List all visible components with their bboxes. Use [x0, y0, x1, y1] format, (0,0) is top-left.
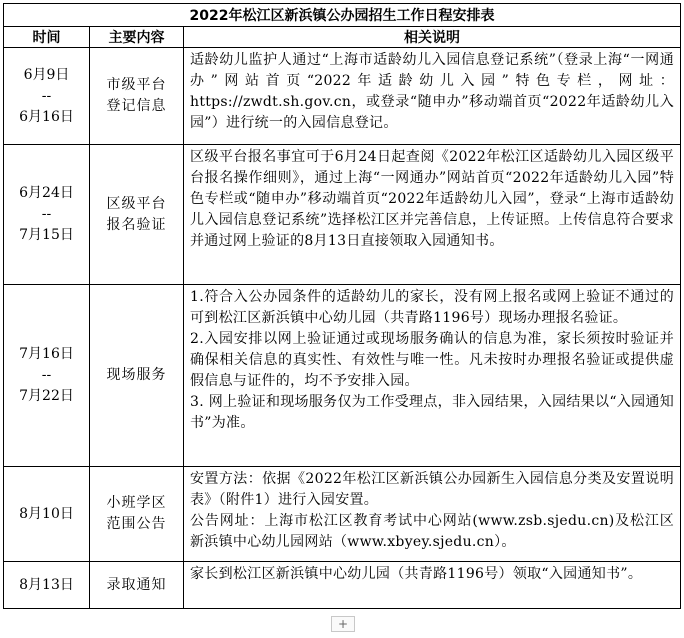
content-cell — [90, 562, 184, 609]
description-paragraph: 安置方法：依据《2022年松江区新浜镇公办园新生入园信息分类及安置说明表》（附件1）进行入园安置。 — [190, 471, 675, 508]
table-title: 2022年松江区新浜镇公办园招生工作日程安排表 — [4, 4, 681, 27]
time-end: 7月22日 — [19, 388, 74, 404]
time-dash: -- — [41, 87, 52, 104]
header-content: 主要内容 — [90, 27, 184, 48]
content-line-1: 区级平台 — [106, 195, 167, 212]
content-cell — [90, 467, 184, 562]
header-row — [4, 27, 681, 48]
time-cell — [4, 467, 90, 562]
time-start: 8月13日 — [19, 576, 74, 593]
time-start: 6月9日 — [23, 66, 70, 83]
description-cell — [184, 467, 681, 562]
description-cell — [184, 48, 681, 145]
schedule-table-container — [3, 3, 680, 609]
time-cell — [4, 48, 90, 145]
content-line-1: 现场服务 — [106, 367, 167, 383]
description-paragraph: 区级平台报名事宜可于6月24日起查阅《2022年松江区适龄幼儿入园区级平台报名操作细则》，通过上海“一网通办”网站首页“2022年适龄幼儿入园”特色专栏或“随申办”移动端首页“2022年适龄幼儿入园”，登录“上海市适龄幼儿入园信息登记系统”选择松江区并完善信息，上传证照。上传信息符合要求并通过网上验证的8月13日直接领取入园通知书。 — [190, 149, 675, 249]
content-line-2: 范围公告 — [106, 516, 167, 532]
content-cell — [90, 48, 184, 145]
header-description: 相关说明 — [184, 27, 681, 48]
time-start: 8月10日 — [19, 505, 74, 522]
description-paragraph: 公告网址：上海市松江区教育考试中心网站(www.zsb.sjedu.cn)及松江区新浜镇中心幼儿园网站（www.xbyey.sjedu.cn）。 — [190, 513, 675, 550]
description-paragraph: 2.入园安排以网上验证通过或现场服务确认的信息为准，家长须按时验证并确保相关信息的真实性、有效性与唯一性。凡未按时办理报名验证或提供虚假信息与证件的，均不予安排入园。 — [190, 331, 675, 389]
table-row — [4, 285, 681, 467]
description-paragraph: 1.符合入公办园条件的适龄幼儿的家长，没有网上报名或网上验证不通过的可到松江区新浜镇中心幼儿园（共青路1196号）现场办理报名验证。 — [190, 289, 675, 326]
table-row — [4, 48, 681, 145]
table-row — [4, 562, 681, 609]
description-paragraph: 适龄幼儿监护人通过“上海市适龄幼儿入园信息登记系统”（登录上海“一网通办”网站首页“2022年适龄幼儿入园”特色专栏，网址：https://zwdt.sh.gov.cn，或登录“随申办”移动端首页“2022年适龄幼儿入园”）进行统一的入园信息登记。 — [190, 52, 675, 131]
add-row-button[interactable]: + — [331, 616, 355, 632]
time-cell — [4, 562, 90, 609]
content-cell — [90, 285, 184, 467]
description-paragraph: 家长到松江区新浜镇中心幼儿园（共青路1196号）领取“入园通知书”。 — [190, 566, 643, 582]
content-line-2: 登记信息 — [106, 98, 167, 114]
content-line-2: 报名验证 — [106, 216, 167, 233]
content-line-1: 录取通知 — [106, 576, 167, 593]
time-dash: -- — [41, 206, 52, 222]
description-cell — [184, 145, 681, 285]
content-cell — [90, 145, 184, 285]
description-cell — [184, 285, 681, 467]
content-line-1: 市级平台 — [106, 77, 167, 93]
description-paragraph: 3. 网上验证和现场服务仅为工作受理点，非入园结果，入园结果以“入园通知书”为准。 — [190, 394, 675, 431]
schedule-table — [3, 3, 681, 609]
table-row — [4, 467, 681, 562]
time-dash: -- — [41, 367, 52, 383]
time-start: 6月24日 — [19, 185, 74, 201]
time-cell — [4, 145, 90, 285]
description-cell — [184, 562, 681, 609]
time-start: 7月16日 — [19, 346, 74, 362]
table-row — [4, 145, 681, 285]
time-end: 6月16日 — [19, 108, 74, 125]
content-line-1: 小班学区 — [106, 495, 167, 511]
header-time: 时间 — [4, 27, 90, 48]
time-end: 7月15日 — [19, 227, 74, 243]
time-cell — [4, 285, 90, 467]
